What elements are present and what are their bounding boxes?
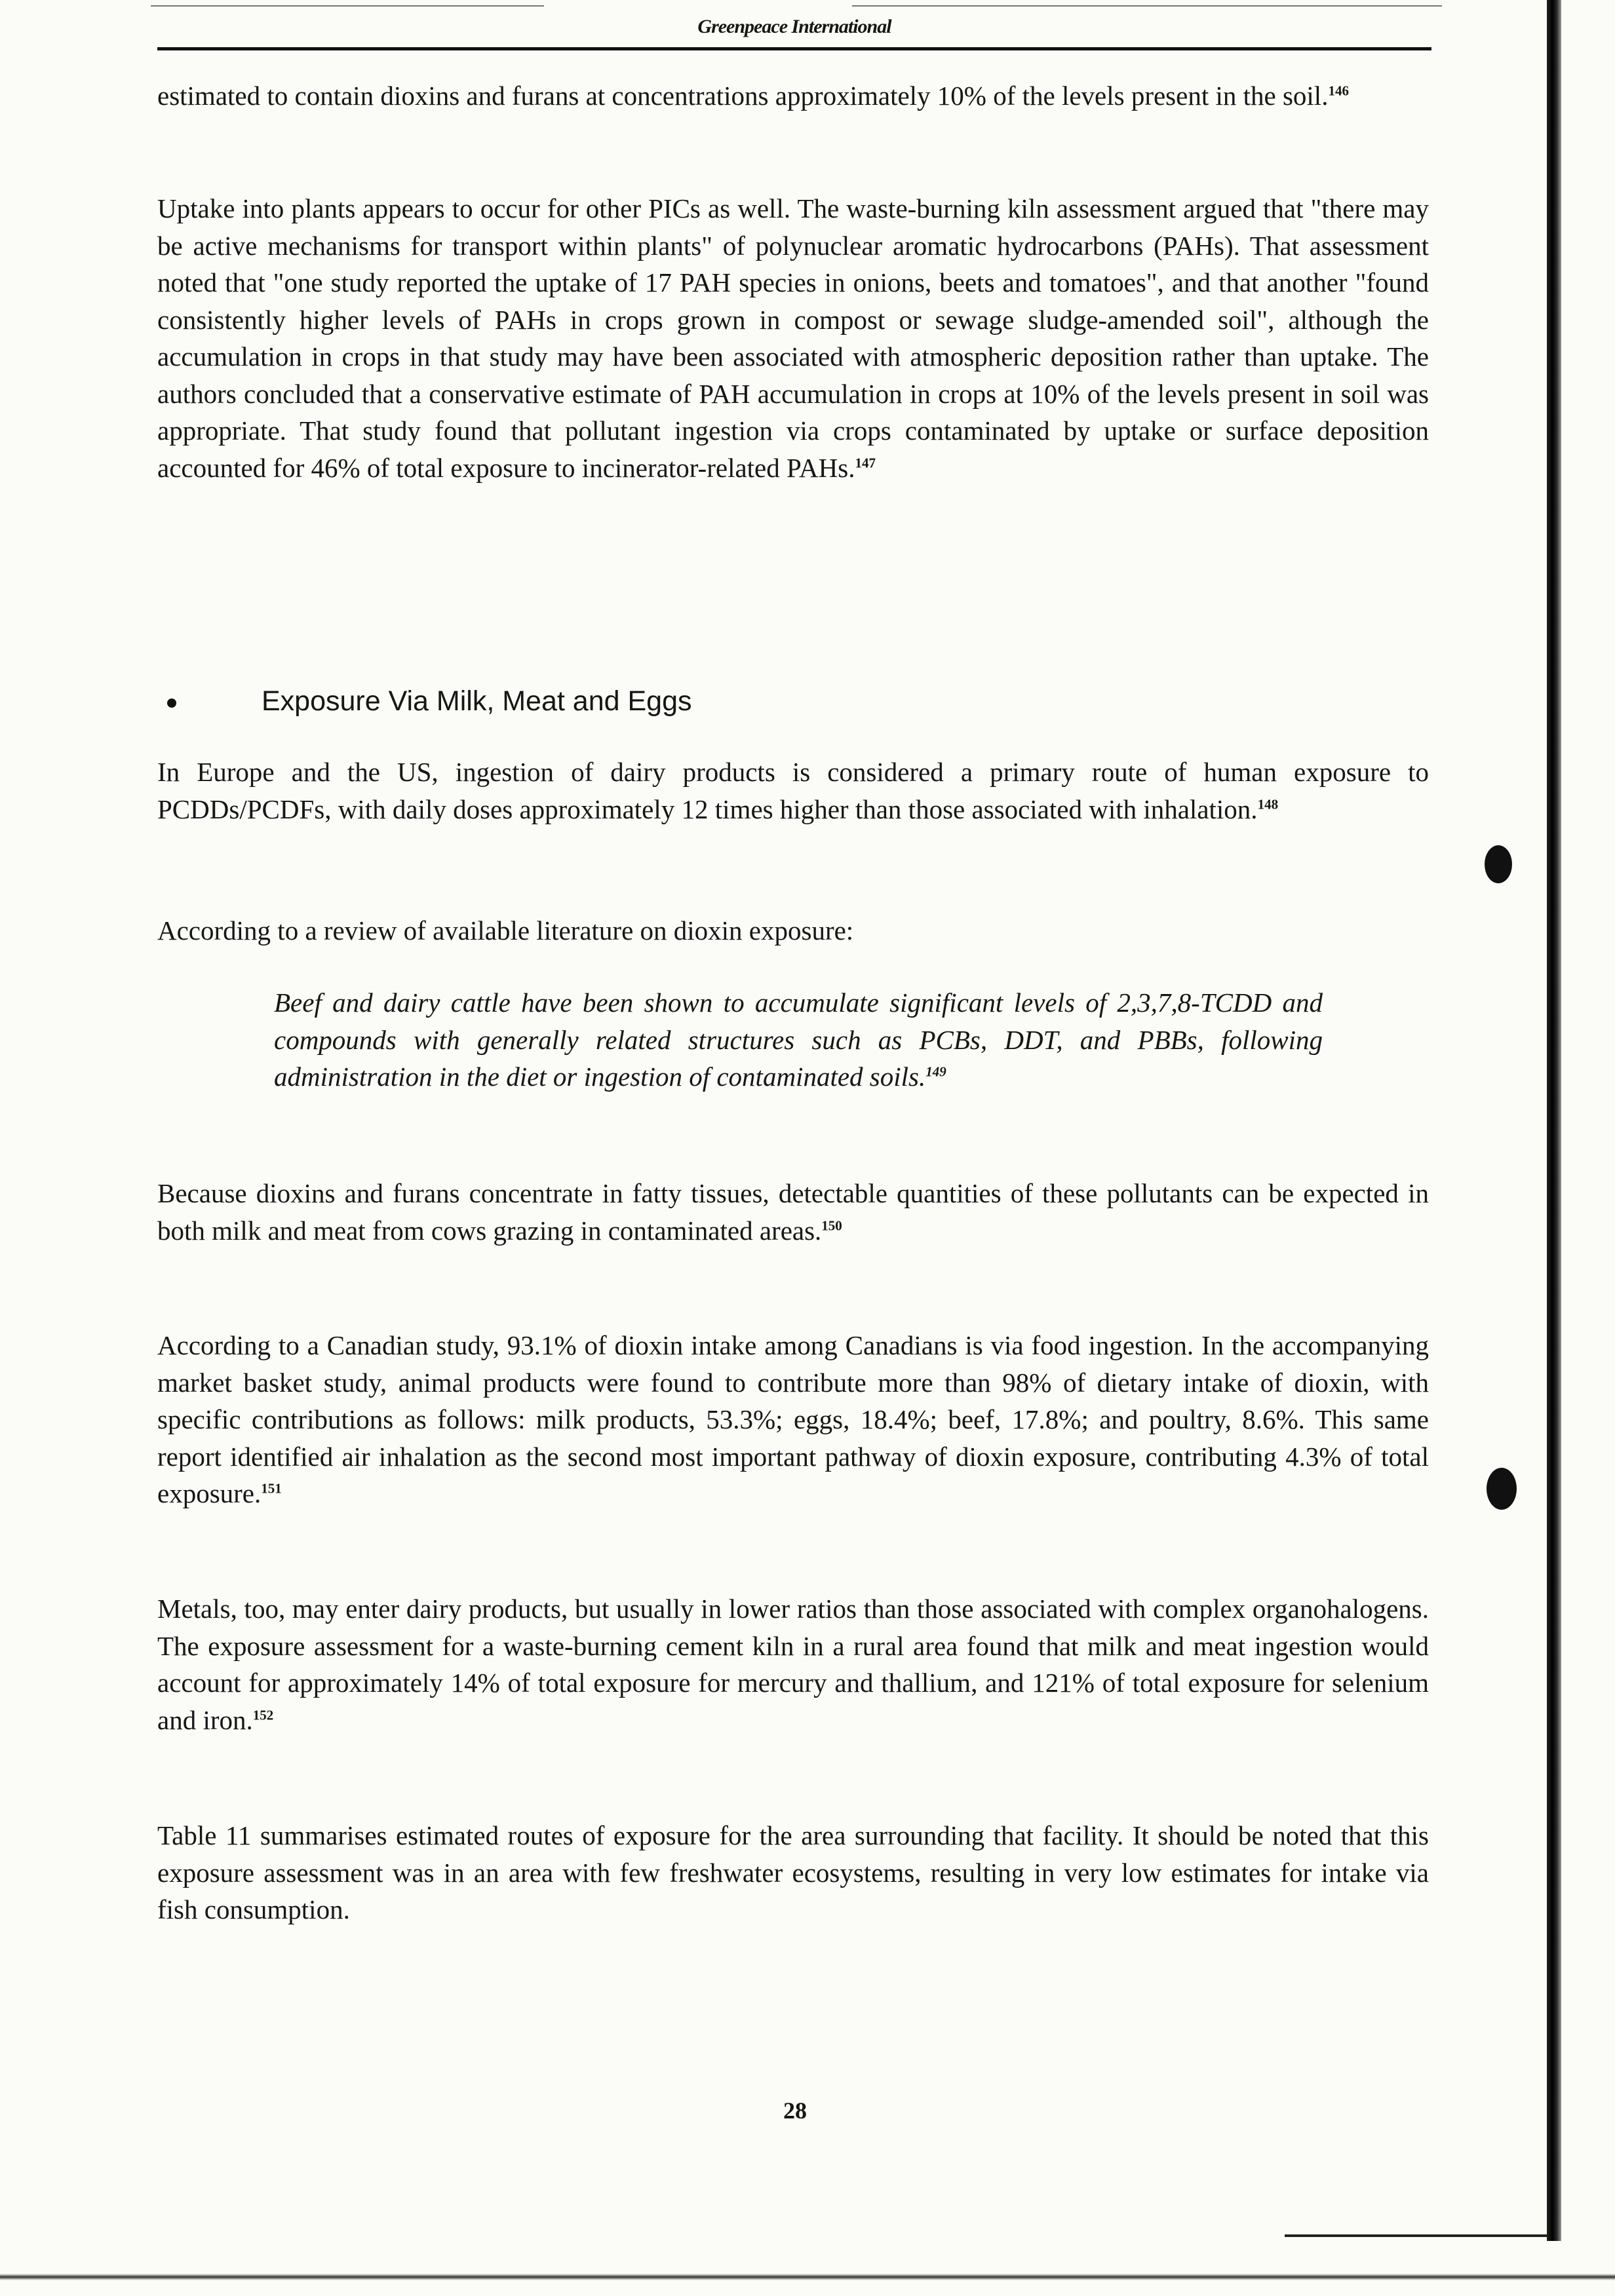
footnote-ref-148: 148 [1257, 795, 1279, 812]
paragraph-5 [157, 1175, 1429, 1249]
paragraph-7 [157, 1590, 1429, 1738]
footnote-ref-146: 146 [1328, 83, 1349, 99]
block-quote-text: Beef and dairy cattle have been shown to accumulate significant levels of 2,3,7,8-TCDD and compounds with generally related structures such as PCBs, DDT, and PBBs, following administration in the diet or ingestion of contaminated soils. [274, 987, 1323, 1092]
paragraph-8-text: Table 11 summarises estimated routes of exposure for the area surrounding that facility. It should be noted that this exposure assessment was in an area with few freshwater ecosystems, resulting in very low estimates for intake via fish consumption. [157, 1820, 1429, 1924]
paragraph-1 [157, 77, 1429, 115]
footnote-ref-147: 147 [855, 454, 876, 470]
paragraph-6-text: According to a Canadian study, 93.1% of dioxin intake among Canadians is via food ingestion. In the accompanying market basket study, animal products were found to contribute more than 98% of dietary intake of dioxin, with specific contributions as follows: milk products, 53.3%; eggs, 18.4%; beef, 17.8%; and poultry, 8.6%. This same report identified air inhalation as the second most important pathway of dioxin exposure, contributing 4.3% of total exposure. [157, 1330, 1429, 1508]
header-title: Greenpeace International [697, 16, 891, 37]
page-number: 28 [783, 2097, 807, 2124]
paragraph-5-text: Because dioxins and furans concentrate in fatty tissues, detectable quantities of these pollutants can be expected in both milk and meat from cows grazing in contaminated areas. [157, 1178, 1429, 1246]
footnote-ref-151: 151 [261, 1480, 282, 1497]
paragraph-6 [157, 1327, 1429, 1512]
scan-artifact-line [1285, 2234, 1547, 2237]
footnote-ref-150: 150 [821, 1217, 842, 1233]
scan-bottom-edge [0, 2274, 1615, 2280]
page-header [157, 7, 1431, 54]
bullet-icon [167, 698, 176, 708]
punch-hole-mark [1485, 845, 1512, 883]
paragraph-8 [157, 1817, 1429, 1928]
footnote-ref-152: 152 [252, 1706, 274, 1723]
paragraph-2-text: Uptake into plants appears to occur for other PICs as well. The waste-burning kiln assessment argued that "there may be active mechanisms for transport within plants" of polynuclear aromatic hydrocarbons (PAHs). That assessment noted that "one study reported the uptake of 17 PAH species in onions, beets and tomatoes", and that another "found consistently higher levels of PAHs in crops grown in compost or sewage sludge-amended soil", although the accumulation in crops in that study may have been associated with atmospheric deposition rather than uptake. The authors concluded that a conservative estimate of PAH accumulation in crops at 10% of the levels present in soil was appropriate. That study found that pollutant ingestion via crops contaminated by uptake or surface deposition accounted for 46% of total exposure to incinerator-related PAHs. [157, 193, 1429, 483]
scan-artifact-line [151, 5, 544, 7]
paragraph-4-text: According to a review of available literature on dioxin exposure: [157, 915, 854, 946]
paragraph-7-text: Metals, too, may enter dairy products, but usually in lower ratios than those associated with complex organohalogens. The exposure assessment for a waste-burning cement kiln in a rural area found that milk and meat ingestion would account for approximately 14% of total exposure for mercury and thallium, and 121% of total exposure for selenium and iron. [157, 1594, 1429, 1735]
block-quote [274, 984, 1323, 1096]
paragraph-1-text: estimated to contain dioxins and furans at concentrations approximately 10% of the levels present in the soil. [157, 81, 1329, 111]
scan-artifact-line [852, 5, 1442, 7]
punch-hole-mark [1487, 1468, 1517, 1510]
paragraph-3 [157, 754, 1429, 828]
section-heading [167, 681, 1412, 721]
header-rule [157, 47, 1431, 50]
paragraph-2 [157, 190, 1429, 486]
section-heading-text: Exposure Via Milk, Meat and Eggs [262, 685, 692, 717]
footnote-ref-149: 149 [925, 1063, 946, 1080]
paragraph-3-text: In Europe and the US, ingestion of dairy products is considered a primary route of human exposure to PCDDs/PCDFs, with daily doses approximately 12 times higher than those associated with inhalation. [157, 757, 1429, 824]
scan-edge-shadow [1547, 0, 1561, 2241]
paragraph-4 [157, 912, 1429, 949]
